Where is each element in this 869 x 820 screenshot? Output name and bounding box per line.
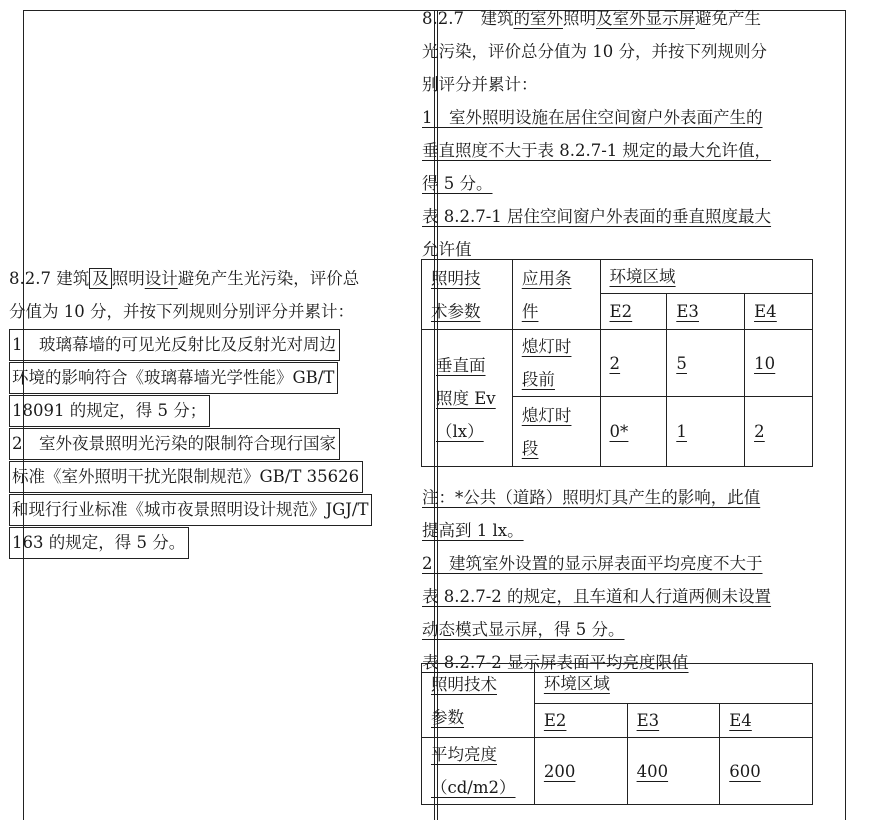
left-item2-line: 2 室外夜景照明光污染的限制符合现行国家 xyxy=(9,428,340,460)
boxed-char: 及 xyxy=(89,268,112,289)
table1-cond-cell: 熄灯时 段前 xyxy=(512,330,600,397)
table2-value-cell: 400 xyxy=(627,738,720,805)
table-8-2-7-2 xyxy=(421,663,813,805)
table-8-2-7-1 xyxy=(421,259,813,467)
table1-param-cell: 垂直面 照度 Ev （lx） xyxy=(422,330,513,467)
right-item2-line: 2 建筑室外设置的显示屏表面平均亮度不大于 xyxy=(422,554,763,573)
table2-zone-e4: E4 xyxy=(720,704,813,738)
table1-value-cell: 1 xyxy=(667,397,745,467)
table1-caption: 允许值 xyxy=(422,240,472,259)
left-item2-line: 标准《室外照明干扰光限制规范》GB/T 35626 xyxy=(9,461,363,493)
left-clause-heading: 8.2.7 建筑 及 照明设计避免产生光污染，评价总 xyxy=(9,269,360,288)
right-clause-heading: 8.2.7 建筑的室外照明及室外显示屏避免产生 xyxy=(422,9,761,28)
table2-zone-e3: E3 xyxy=(627,704,720,738)
table2-zone-e2: E2 xyxy=(534,704,627,738)
table2-param-header: 照明技术 参数 xyxy=(422,664,535,738)
table2-param-cell: 平均亮度 （cd/m2） xyxy=(422,738,535,805)
table1-zone-header: 环境区域 xyxy=(600,260,812,294)
table2-value-cell: 200 xyxy=(534,738,627,805)
right-clause-line2: 光污染，评价总分值为 10 分，并按下列规则分 xyxy=(422,42,767,61)
right-item2-line: 表 8.2.7-2 的规定，且车道和人行道两侧未设置 xyxy=(422,587,772,606)
table1-caption: 表 8.2.7-1 居住空间窗户外表面的垂直照度最大 xyxy=(422,207,772,226)
table2-caption: 表 8.2.7-2 显示屏表面平均亮度限值 xyxy=(422,653,689,672)
table1-value-cell: 0* xyxy=(600,397,667,467)
table1-note: 注：*公共（道路）照明灯具产生的影响，此值 xyxy=(422,488,761,507)
right-lower-text xyxy=(422,481,771,679)
table1-zone-e3: E3 xyxy=(667,294,745,330)
table1-note: 提高到 1 lx。 xyxy=(422,521,524,540)
left-column-clause xyxy=(9,262,372,559)
left-item1-line: 18091 的规定，得 5 分； xyxy=(9,395,210,427)
right-clause-line3: 别评分并累计： xyxy=(422,75,538,94)
table2-zone-header: 环境区域 xyxy=(534,664,812,704)
table1-value-cell: 10 xyxy=(745,330,813,397)
table1-zone-e2: E2 xyxy=(600,294,667,330)
left-item1-line: 1 玻璃幕墙的可见光反射比及反射光对周边 xyxy=(9,329,340,361)
table1-value-cell: 2 xyxy=(745,397,813,467)
left-item1-line: 环境的影响符合《玻璃幕墙光学性能》GB/T xyxy=(9,362,338,394)
table1-value-cell: 5 xyxy=(667,330,745,397)
table2-value-cell: 600 xyxy=(720,738,813,805)
table1-zone-e4: E4 xyxy=(745,294,813,330)
table1-param-header: 照明技 术参数 xyxy=(422,260,513,330)
left-item2-line: 163 的规定，得 5 分。 xyxy=(9,527,189,559)
left-clause-line2: 分值为 10 分，并按下列规则分别评分并累计： xyxy=(9,302,354,321)
right-item2-line: 动态模式显示屏，得 5 分。 xyxy=(422,620,625,639)
table1-value-cell: 2 xyxy=(600,330,667,397)
right-item1-line: 1 室外照明设施在居住空间窗户外表面产生的 xyxy=(422,108,763,127)
right-item1-line: 得 5 分。 xyxy=(422,174,493,193)
right-column-clause xyxy=(422,2,771,266)
right-item1-line: 垂直照度不大于表 8.2.7-1 规定的最大允许值， xyxy=(422,141,772,160)
table1-cond-cell: 熄灯时 段 xyxy=(512,397,600,467)
left-item2-line: 和现行行业标准《城市夜景照明设计规范》JGJ/T xyxy=(9,494,372,526)
table1-cond-header: 应用条 件 xyxy=(512,260,600,330)
